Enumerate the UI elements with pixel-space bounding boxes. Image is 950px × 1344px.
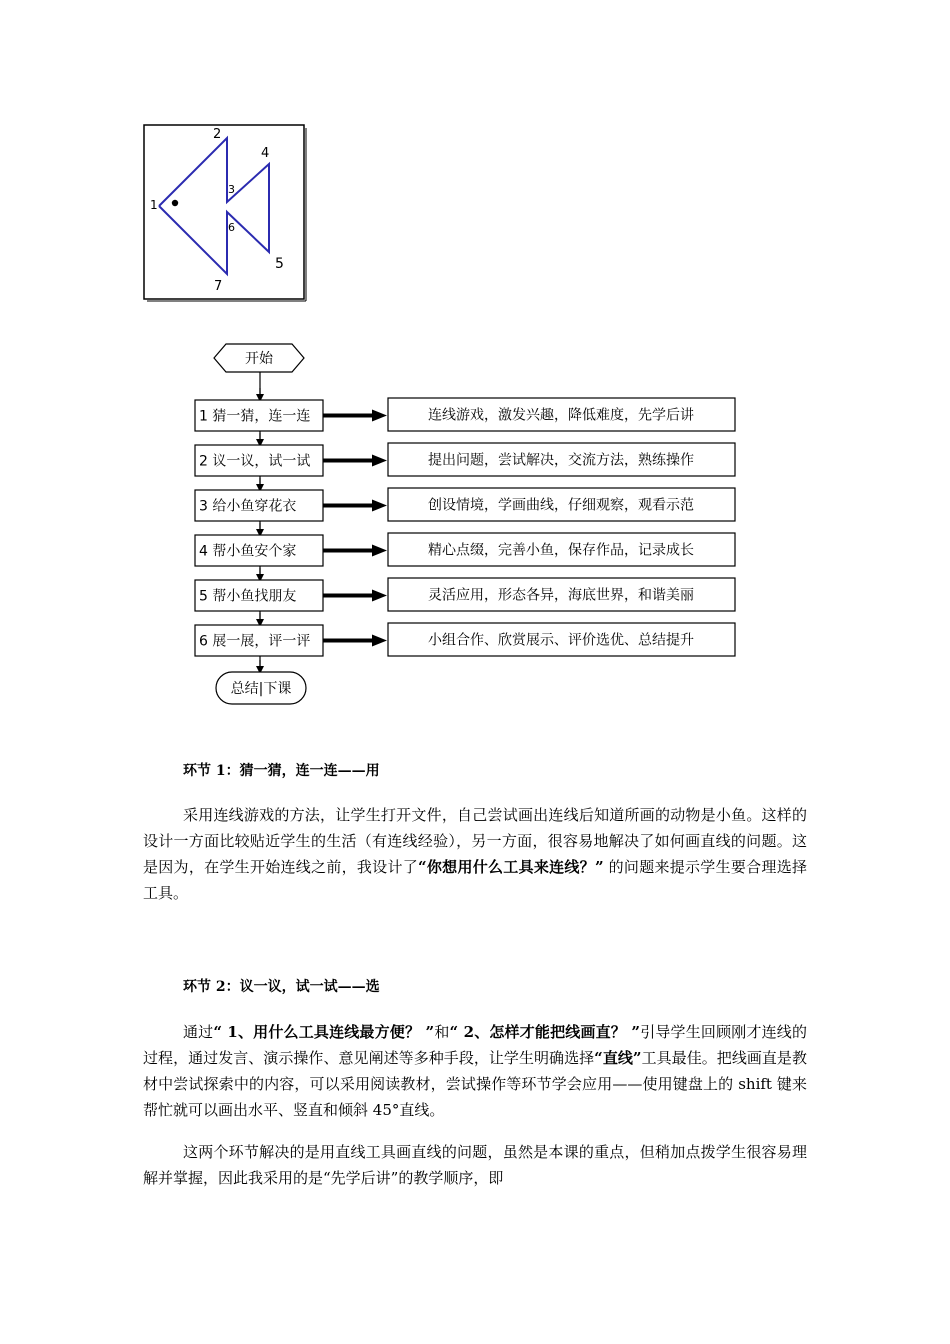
step-3-note: 创设情境，学画曲线，仔细观察，观看示范: [428, 497, 694, 514]
section2-paragraph-2: 这两个环节解决的是用直线工具画直线的问题，虽然是本课的重点，但稍加点拨学生很容易理解并掌握，因此我采用的是“先学后讲”的教学顺序，即: [143, 1143, 807, 1187]
step-1-arrow-head: [372, 410, 387, 422]
step-2-note: 提出问题，尝试解决，交流方法，熟练操作: [428, 452, 694, 469]
figure-frame: [144, 125, 304, 299]
section1-question: “你想用什么工具来连线？”: [418, 858, 604, 876]
step-3-arrow-head: [372, 500, 387, 512]
step-3-label: 3 给小鱼穿花衣: [199, 498, 297, 515]
section2-text-c: 引导学生回顾刚才连线的过程，通过发言、演示操作、意见阐述等多种手段，让学生明确选择: [143, 1023, 807, 1067]
step-6-label: 6 展一展，评一评: [199, 633, 311, 650]
step-4-note: 精心点缀，完善小鱼，保存作品，记录成长: [428, 542, 694, 559]
section2-heading: 环节 2：议一议，试一试——选: [183, 979, 380, 995]
fish-connect-dots-figure: [143, 124, 307, 302]
step-5-label: 5 帮小鱼找朋友: [199, 588, 297, 605]
section2-paragraph: [143, 1019, 807, 1123]
step-2-arrow-head: [372, 455, 387, 467]
step-6-arrow-head: [372, 635, 387, 647]
section2-question-2: “ 2、怎样才能把线画直？ ”: [449, 1023, 641, 1041]
dot-label-4: 4: [261, 146, 270, 161]
step-1-label: 1 猜一猜，连一连: [199, 408, 311, 425]
end-label: 总结|下课: [230, 681, 292, 697]
section1-text-end: 的问题来提示学生要合理选择工具。: [143, 858, 807, 902]
dot-label-3: 3: [228, 183, 235, 196]
lesson-flowchart: [180, 338, 750, 708]
section1-text: 采用连线游戏的方法，让学生打开文件，自己尝试画出连线后知道所画的动物是小鱼。这样的设计一方面比较贴近学生的生活（有连线经验），另一方面，很容易地解决了如何画直线的问题。这是因为，在学生开始连线之前，我设计了: [143, 806, 807, 876]
section2-text-d: 工具最佳。把线画直是教材中尝试探索中的内容，可以采用阅读教材，尝试操作等环节学会应用——使用键盘上的 shift 键来帮忙就可以画出水平、竖直和倾斜 45°直线。: [143, 1049, 807, 1119]
step-5-arrow-head: [372, 590, 387, 602]
section2-text-b: 和: [434, 1023, 450, 1041]
step-1-note: 连线游戏，激发兴趣，降低难度，先学后讲: [428, 407, 694, 424]
step-4-label: 4 帮小鱼安个家: [199, 543, 297, 560]
dot-label-7: 7: [214, 279, 223, 294]
section2-text-a: 通过: [183, 1023, 214, 1041]
section1-heading: 环节 1：猜一猜，连一连——用: [183, 763, 380, 779]
step-4-arrow-head: [372, 545, 387, 557]
step-6-note: 小组合作、欣赏展示、评价选优、总结提升: [428, 632, 694, 649]
section1-paragraph: [143, 802, 807, 906]
step-2-label: 2 议一议，试一试: [199, 453, 311, 470]
start-label: 开始: [245, 351, 273, 367]
section2-question-1: “ 1、用什么工具连线最方便？ ”: [213, 1023, 435, 1041]
fish-eye: [172, 200, 178, 206]
section2-line-tool: “直线”: [594, 1049, 642, 1067]
step-5-note: 灵活应用，形态各异，海底世界，和谐美丽: [428, 587, 694, 604]
dot-label-5: 5: [275, 256, 284, 272]
dot-label-2: 2: [213, 127, 222, 142]
dot-label-6: 6: [228, 221, 235, 234]
dot-label-1: 1: [150, 198, 158, 212]
